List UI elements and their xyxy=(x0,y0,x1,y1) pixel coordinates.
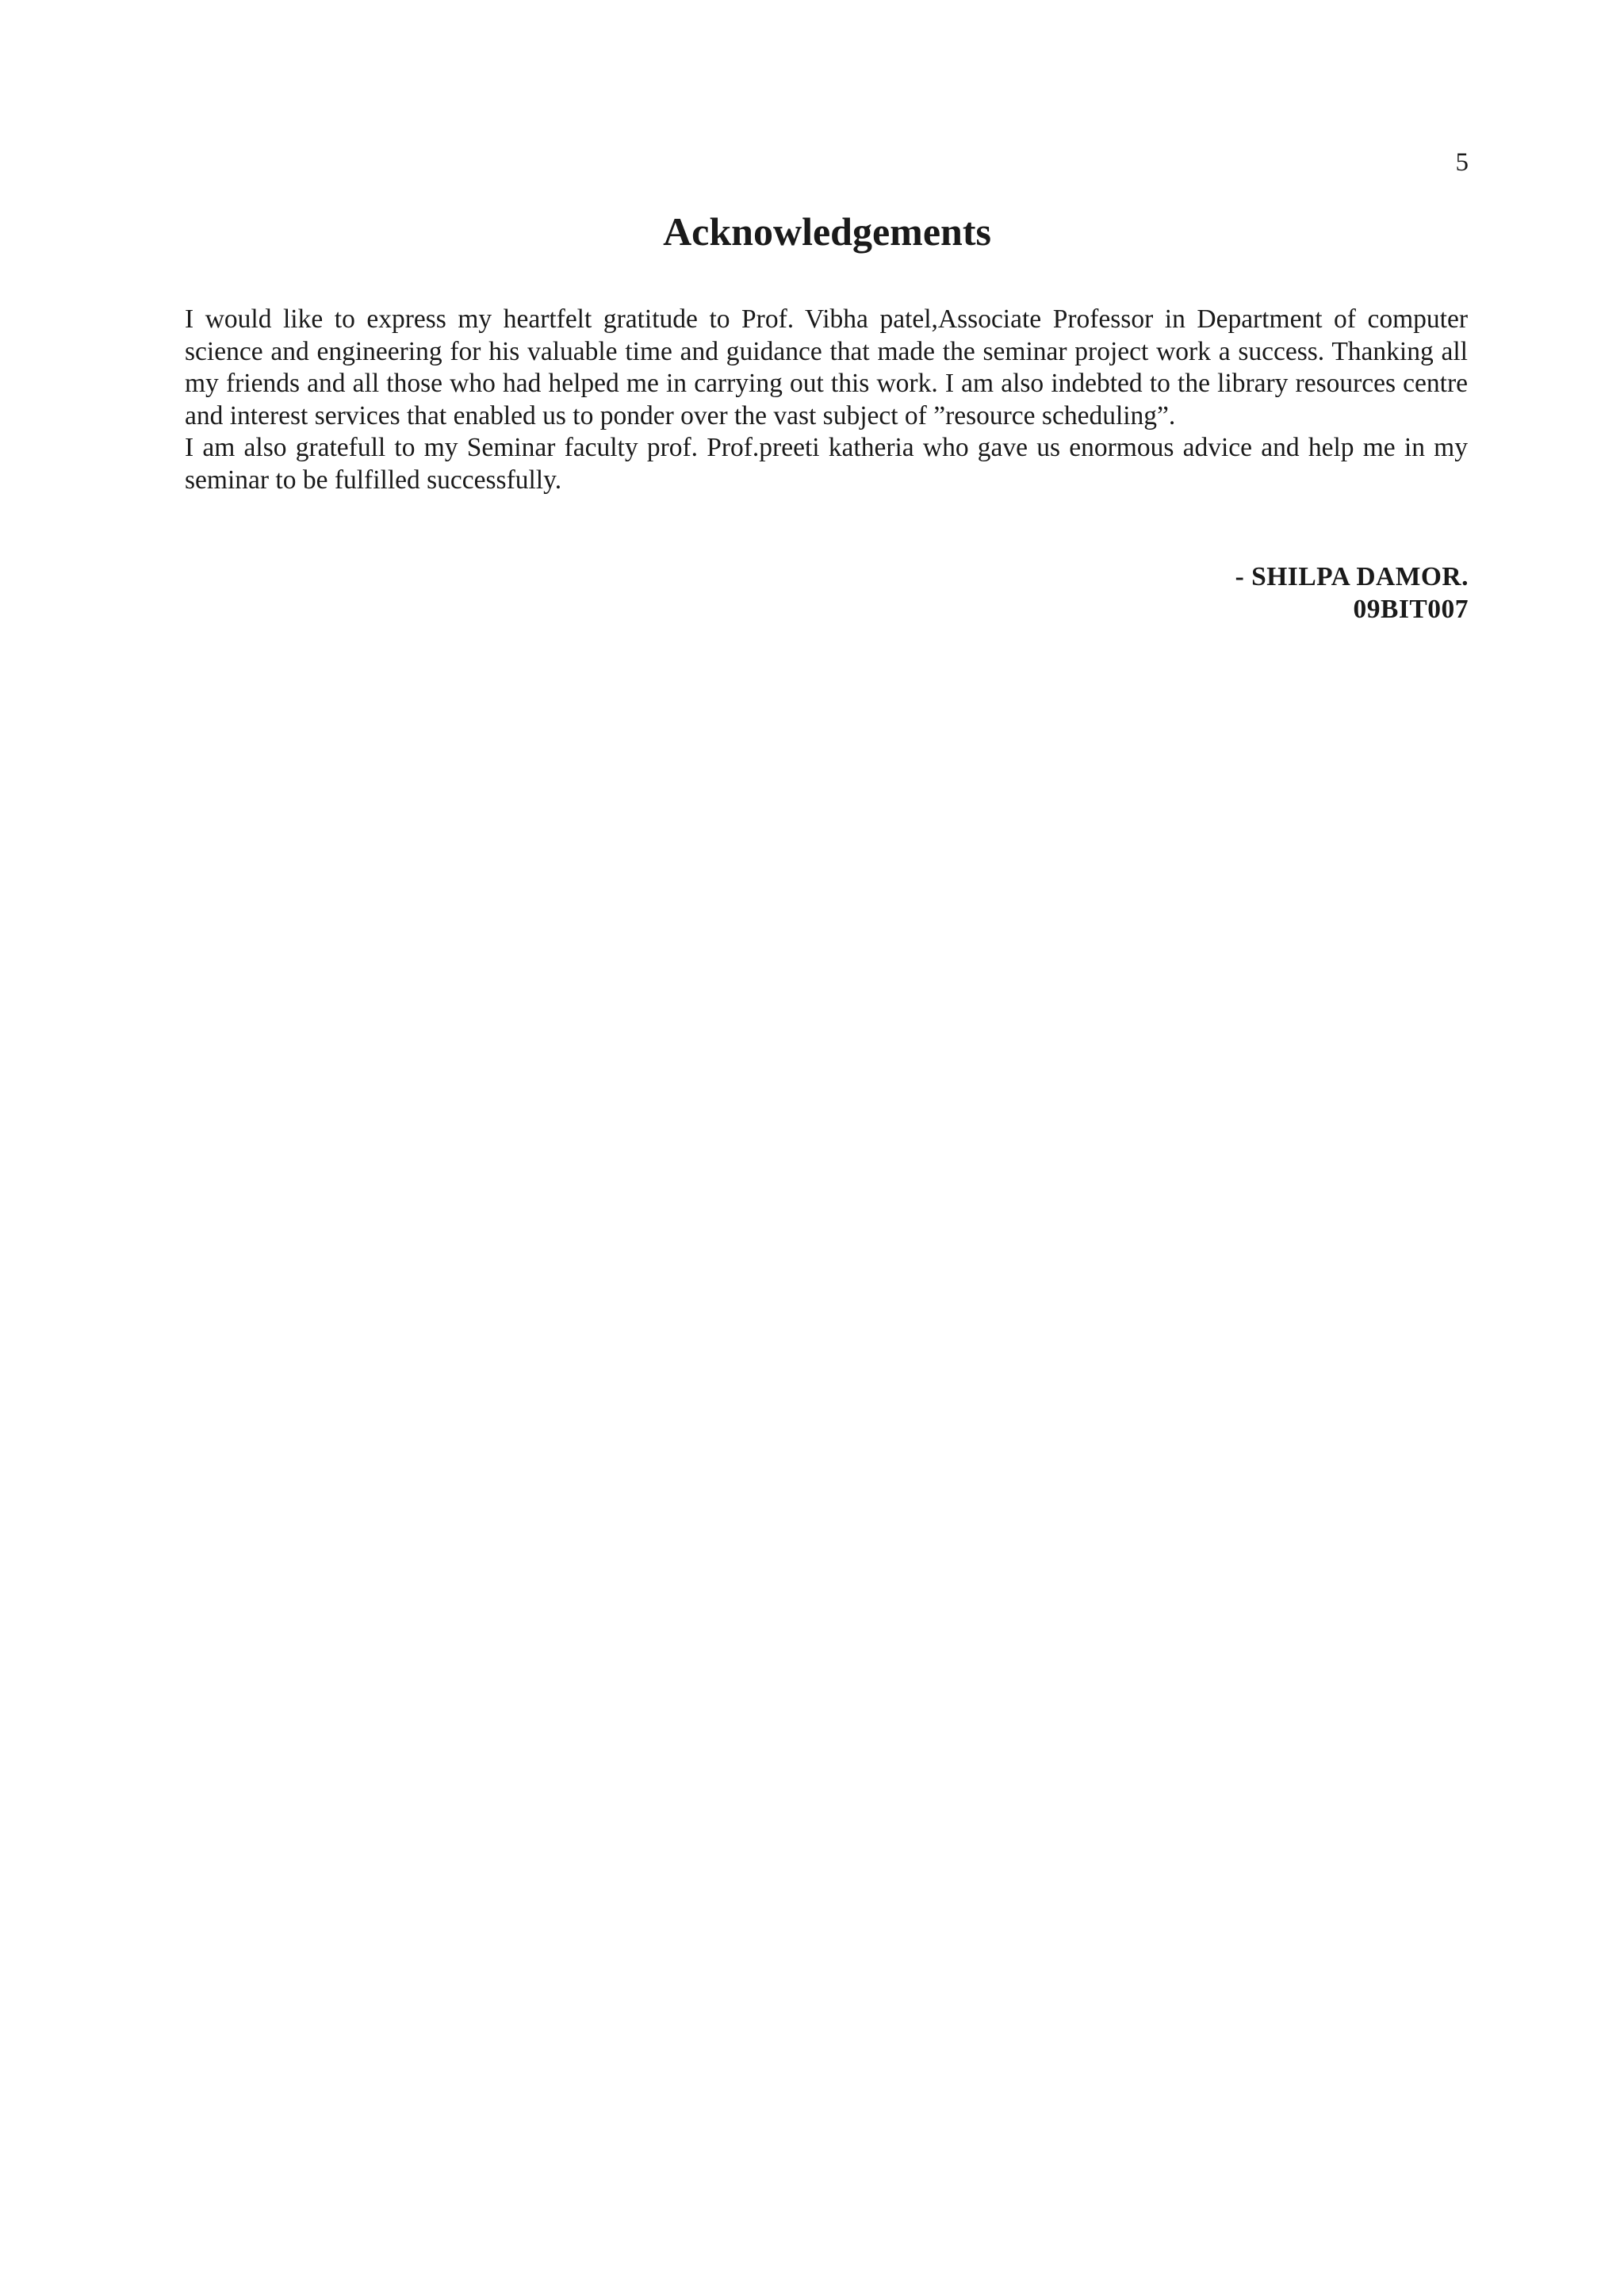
acknowledgement-body xyxy=(185,304,1468,496)
signature-name: - SHILPA DAMOR. xyxy=(1235,562,1469,591)
signature-id: 09BIT007 xyxy=(1353,594,1469,624)
page-number: 5 xyxy=(1455,148,1469,177)
paragraph: I am also gratefull to my Seminar faculty prof. Prof.preeti katheria who gave us enormous advice and help me in my seminar to be fulfilled successfully. xyxy=(185,433,1468,495)
signature-block xyxy=(1235,561,1469,626)
page-title: Acknowledgements xyxy=(663,209,991,254)
paragraph: I would like to express my heartfelt gratitude to Prof. Vibha patel,Associate Professor in Department of computer science and engineering for his valuable time and guidance that made the seminar project work a success. Thanking all my friends and all those who had helped me in carrying out this work. I am also indebted to the library resources centre and interest services that enabled us to ponder over the vast subject of ”resource scheduling”. xyxy=(185,304,1468,430)
